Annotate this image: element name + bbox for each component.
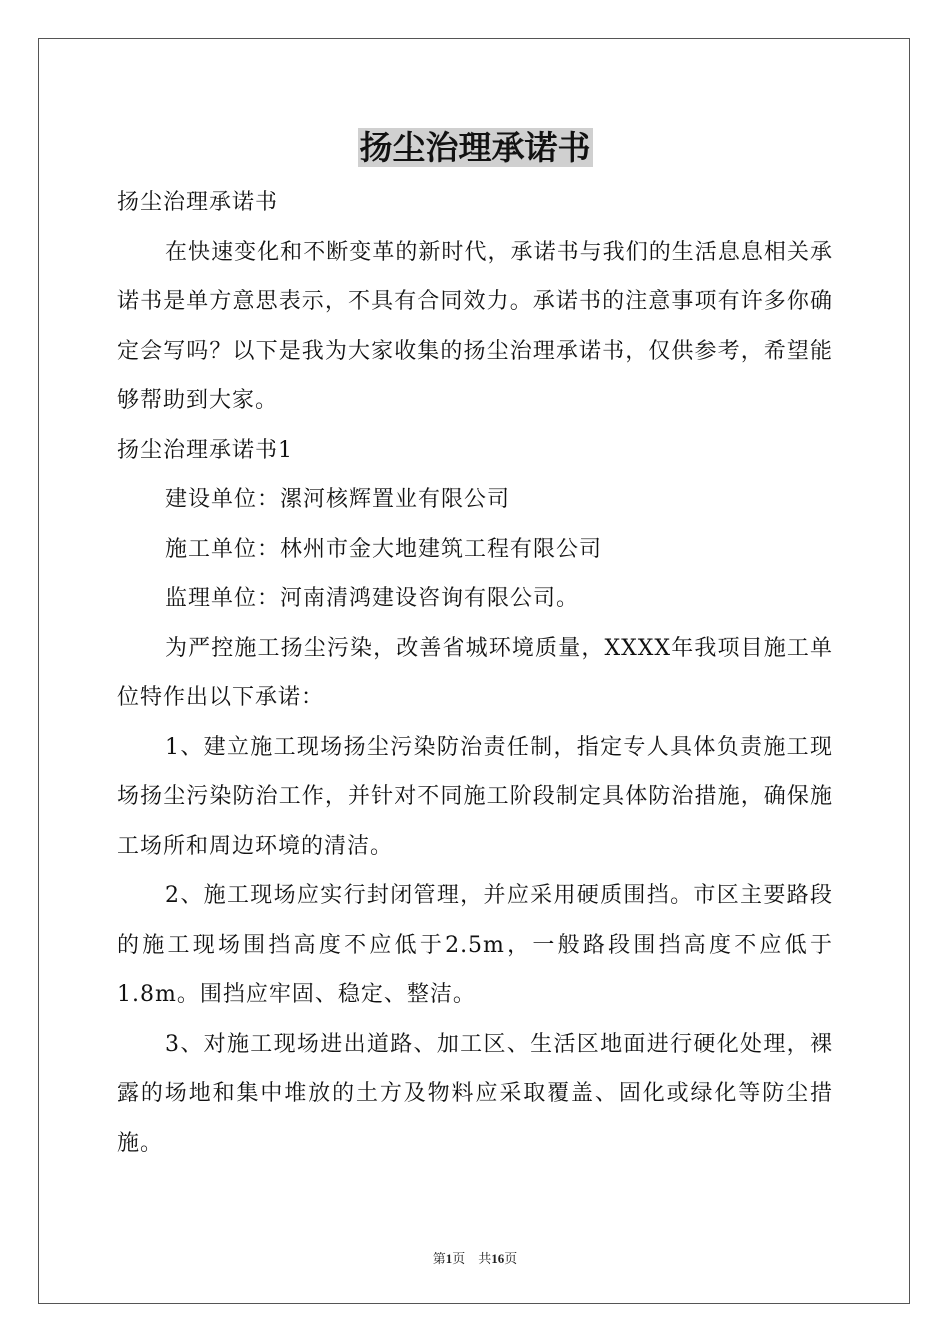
contractor-line: 施工单位：林州市金大地建筑工程有限公司 bbox=[165, 536, 603, 562]
pledge-item-3: 3、对施工现场进出道路、加工区、生活区地面进行硬化处理，裸露的场地和集中堆放的土方及物料应采取覆盖、固化或绿化等防尘措施。 bbox=[117, 1031, 833, 1156]
document-title-text: 扬尘治理承诺书 bbox=[359, 128, 591, 167]
footer-prefix: 第 bbox=[432, 1251, 446, 1266]
page-footer bbox=[0, 1248, 950, 1267]
subtitle-paragraph: 扬尘治理承诺书 bbox=[117, 190, 279, 215]
builder-line: 建设单位：漯河核辉置业有限公司 bbox=[165, 487, 511, 512]
footer-suffix: 页 bbox=[504, 1251, 518, 1266]
supervisor-line: 监理单位：河南清鸿建设咨询有限公司。 bbox=[165, 586, 580, 611]
footer-mid: 页 共 bbox=[452, 1251, 492, 1266]
document-body bbox=[117, 178, 833, 1168]
intro-paragraph: 在快速变化和不断变革的新时代，承诺书与我们的生活息息相关承诺书是单方意思表示，不具有合同效力。承诺书的注意事项有许多你确定会写吗？以下是我为大家收集的扬尘治理承诺书，仅供参考，希望能够帮助到大家。 bbox=[117, 239, 833, 413]
pledge-item-1: 1、建立施工现场扬尘污染防治责任制，指定专人具体负责施工现场扬尘污染防治工作，并针对不同施工阶段制定具体防治措施，确保施工场所和周边环境的清洁。 bbox=[117, 734, 833, 859]
footer-total-pages: 16 bbox=[491, 1251, 505, 1266]
document-title bbox=[0, 126, 950, 170]
section-heading: 扬尘治理承诺书1 bbox=[117, 437, 293, 463]
pledge-item-2: 2、施工现场应实行封闭管理，并应采用硬质围挡。市区主要路段的施工现场围挡高度不应低于2.5m，一般路段围挡高度不应低于1.8m。围挡应牢固、稳定、整洁。 bbox=[117, 883, 833, 1007]
pledge-intro-paragraph: 为严控施工扬尘污染，改善省城环境质量，XXXX年我项目施工单位特作出以下承诺： bbox=[117, 635, 833, 710]
footer-page-number: 1 bbox=[445, 1251, 453, 1266]
